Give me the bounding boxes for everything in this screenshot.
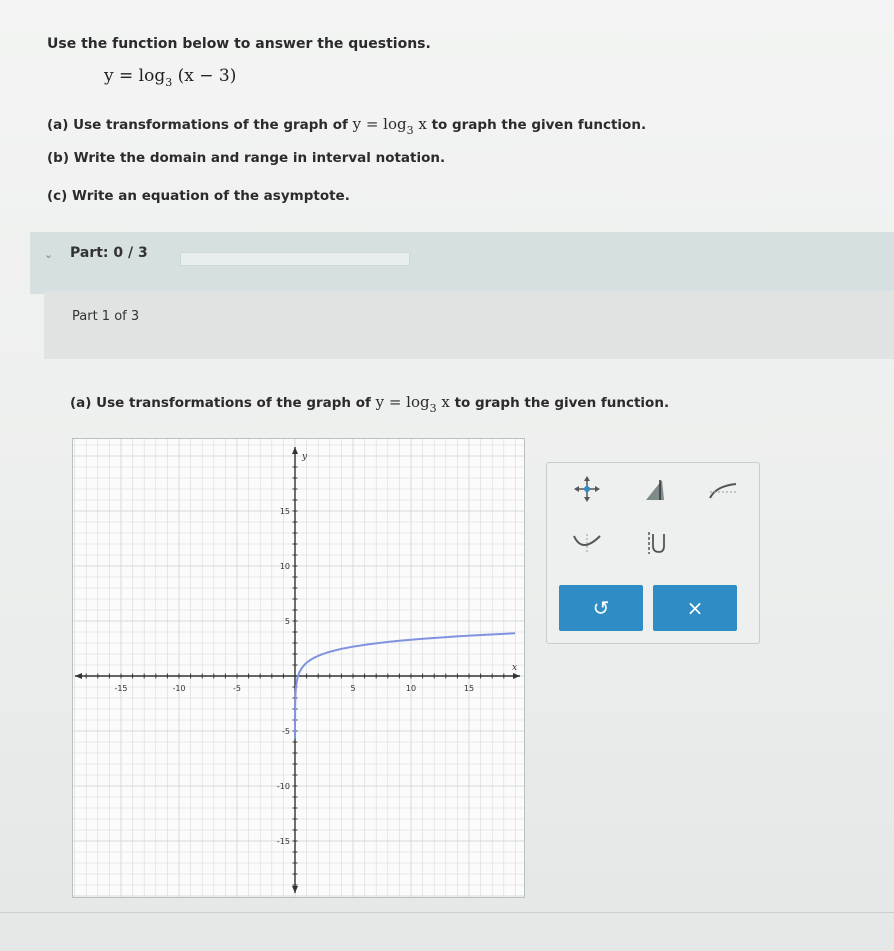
- curve-tool-icon[interactable]: [703, 471, 743, 507]
- move-point-tool-icon[interactable]: [567, 471, 607, 507]
- part-header: [44, 291, 894, 359]
- part-header-label: Part 1 of 3: [72, 309, 140, 324]
- undo-icon: ↺: [592, 596, 610, 620]
- chevron-down-icon[interactable]: ⌄: [44, 248, 54, 261]
- x-axis-arrow-left: [75, 673, 82, 679]
- y-tick-label: 15: [279, 507, 290, 516]
- progress-track: [180, 252, 410, 266]
- y-axis-label: y: [302, 452, 308, 462]
- x-axis-arrow: [513, 673, 520, 679]
- divider: [0, 912, 894, 913]
- graph-toolbox: [546, 462, 760, 644]
- undo-button[interactable]: [559, 585, 643, 631]
- x-tick-label: 5: [350, 684, 356, 693]
- y-tick-label: 10: [279, 562, 290, 571]
- y-axis-arrow-down: [292, 886, 298, 893]
- part-prompt: (a) Use transformations of the graph of $y = \log_3 x$ to graph the given function.: [70, 393, 670, 415]
- question-part-a: (a) Use transformations of the graph of $y = \log_3 x$ to graph the given function.: [47, 115, 647, 137]
- graph-area[interactable]: [72, 438, 525, 898]
- y-tick-label: 5: [284, 617, 290, 626]
- x-tick-label: -5: [233, 684, 241, 693]
- x-tick-label: 15: [463, 684, 475, 693]
- down-curve-tool-icon[interactable]: [567, 525, 607, 561]
- function-equation: $y = \log_3 (x - 3)$: [104, 66, 237, 89]
- question-intro: Use the function below to answer the questions.: [47, 36, 431, 52]
- x-tick-label: 10: [405, 684, 417, 693]
- question-part-c: (c) Write an equation of the asymptote.: [47, 188, 350, 204]
- vertical-asymptote-tool-icon[interactable]: [635, 525, 675, 561]
- x-axis-label: x: [512, 663, 518, 673]
- y-tick-label: -15: [276, 837, 290, 846]
- question-part-b: (b) Write the domain and range in interval notation.: [47, 150, 446, 166]
- part-progress-bar[interactable]: [30, 232, 894, 294]
- triangle-tool-icon[interactable]: [635, 471, 675, 507]
- x-tick-label: -10: [172, 684, 186, 693]
- clear-button[interactable]: [653, 585, 737, 631]
- close-icon: ×: [686, 596, 704, 620]
- y-axis-arrow: [292, 447, 298, 454]
- x-tick-label: -15: [114, 684, 128, 693]
- part-progress-label: Part: 0 / 3: [70, 245, 148, 261]
- y-tick-label: -10: [276, 782, 290, 791]
- coordinate-plane[interactable]: [73, 439, 524, 897]
- y-tick-label: -5: [282, 727, 290, 736]
